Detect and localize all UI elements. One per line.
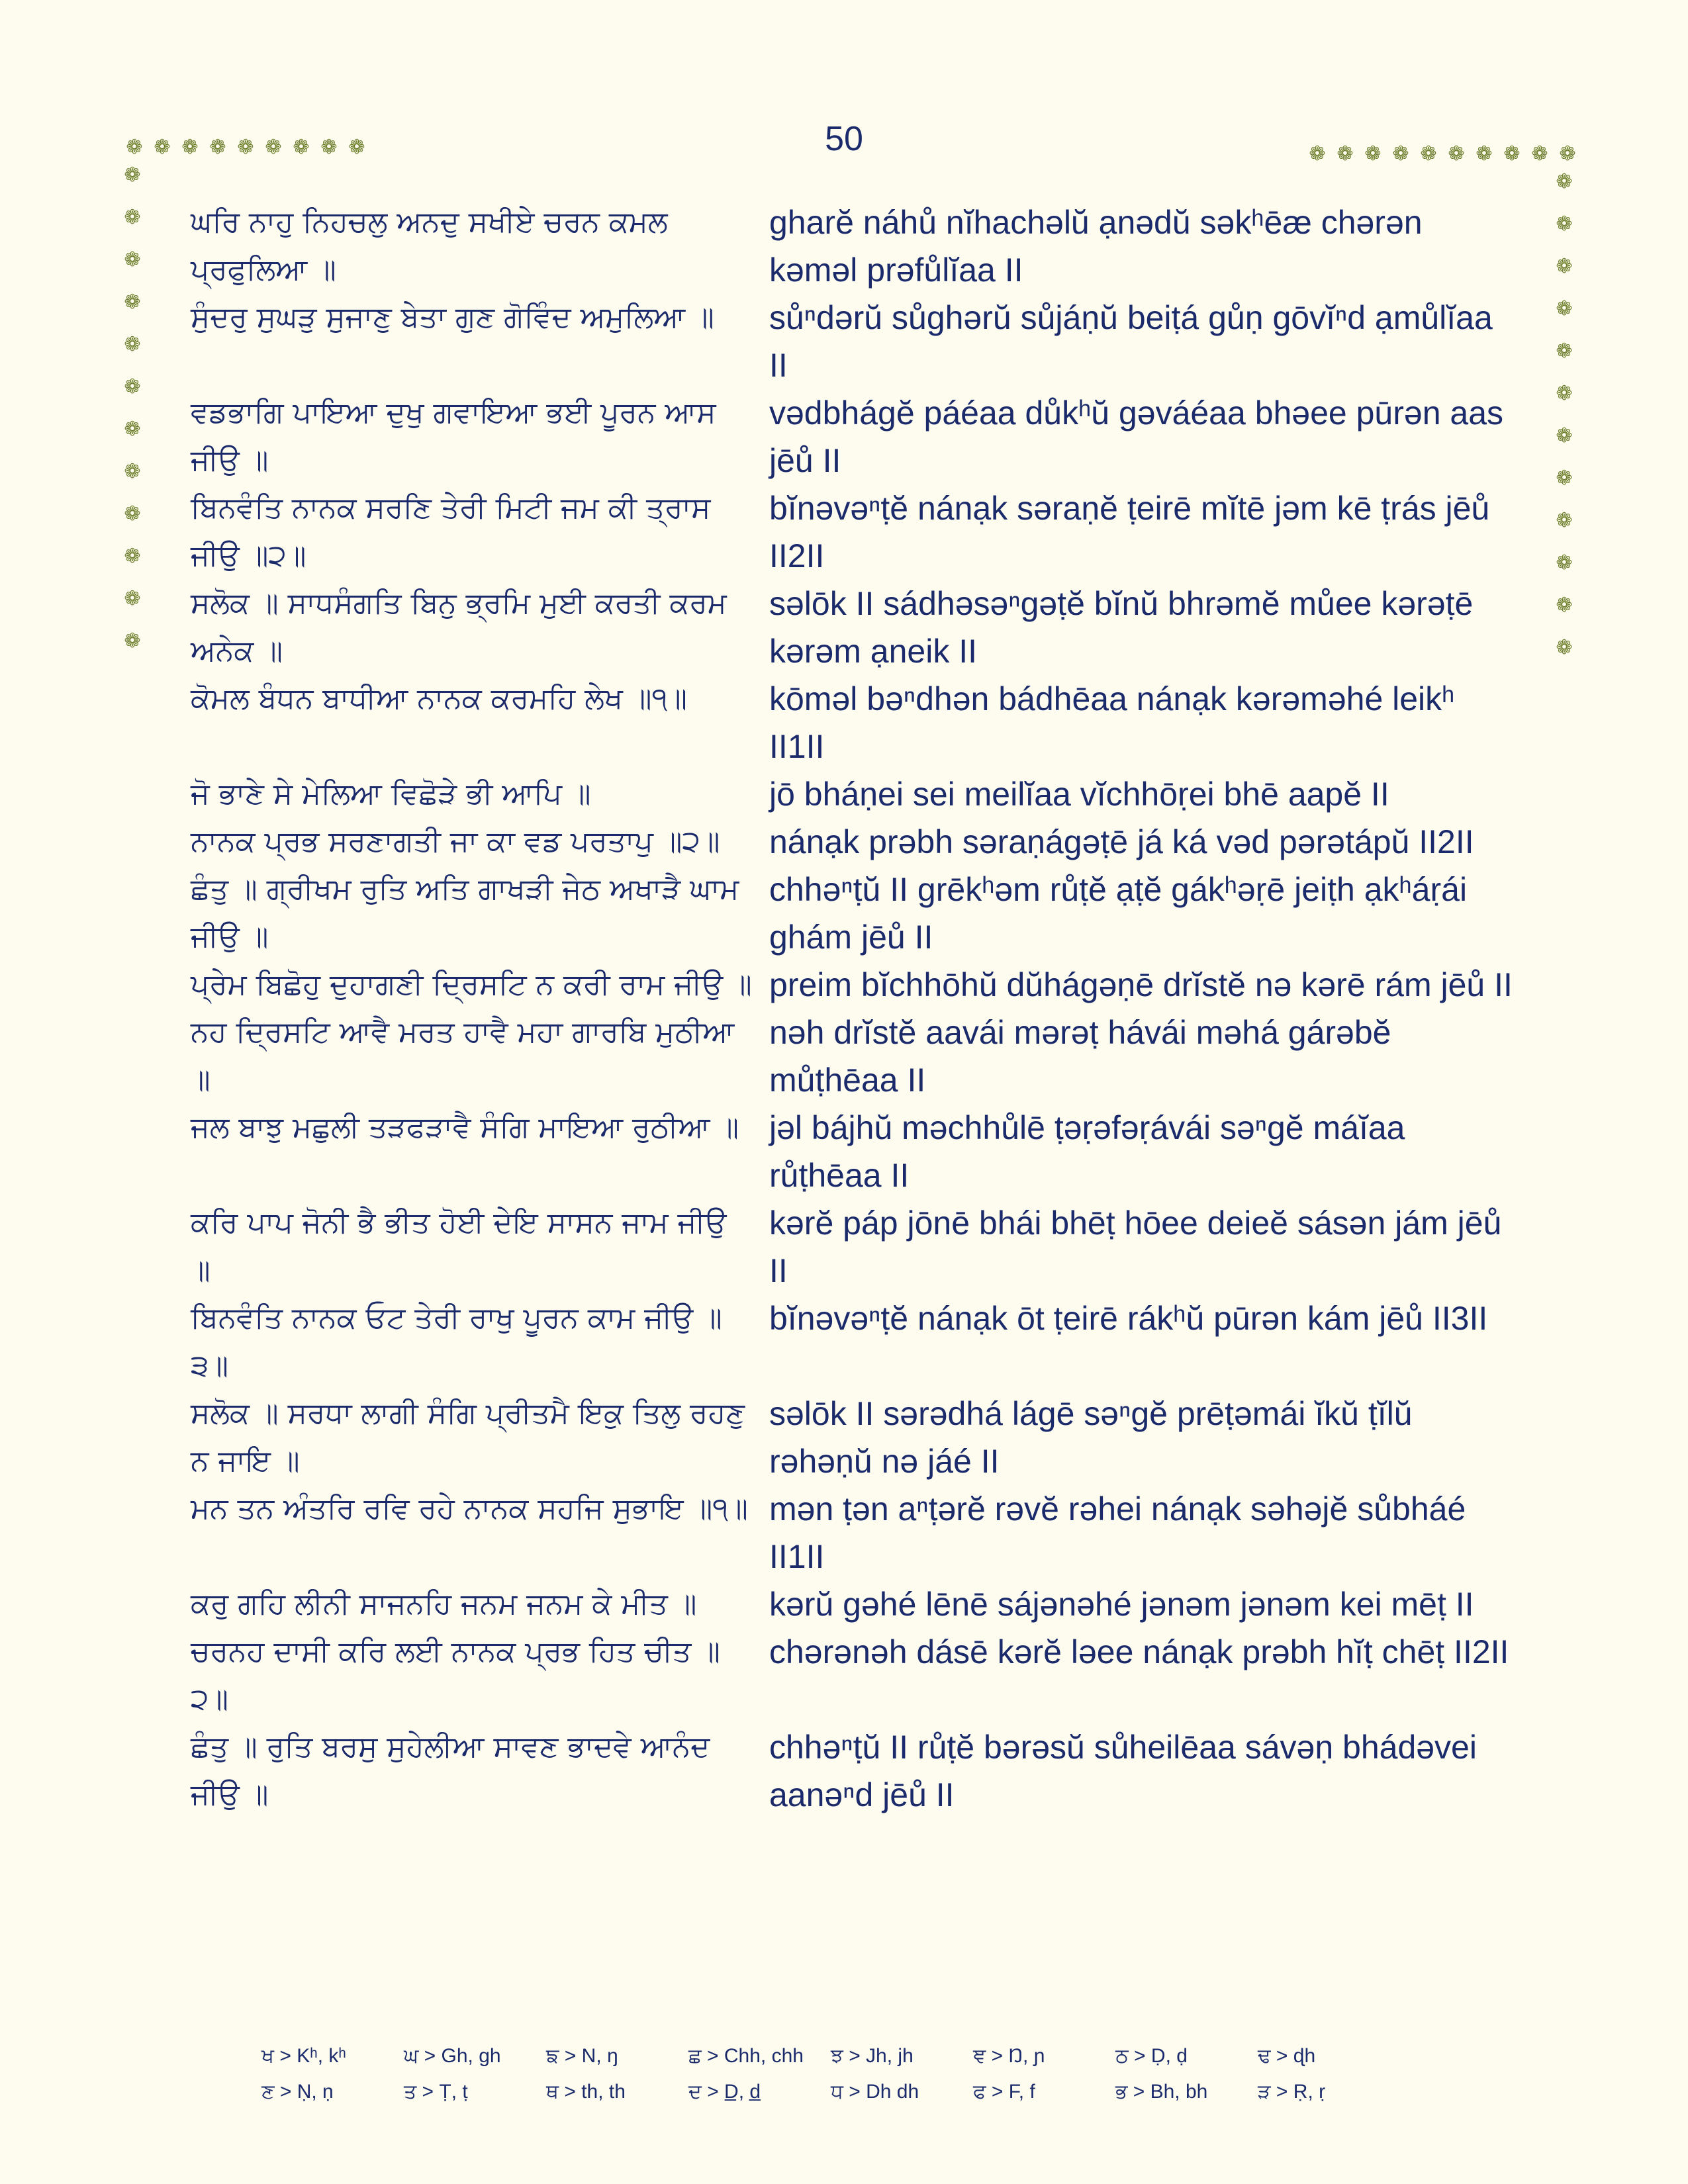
flower-icon: ❁: [209, 136, 226, 159]
verse-row: [191, 1295, 1515, 1390]
flower-icon: ❁: [1336, 142, 1354, 165]
verse-row: [191, 199, 1515, 294]
gurmukhi-text: ਕੋਮਲ ਬੰਧਨ ਬਾਧੀਆ ਨਾਨਕ ਕਰਮਹਿ ਲੇਖ ॥੧॥: [191, 682, 688, 715]
gurmukhi-text: ਜੋ ਭਾਣੇ ਸੇ ਮੇਲਿਆ ਵਿਛੋੜੇ ਭੀ ਆਪਿ ॥: [191, 777, 591, 811]
legend-item: ਦ > D̲, d̲: [688, 2081, 761, 2103]
transliteration-text: chhəⁿṭŭ II grēkʰəm růṭĕ ạṭĕ gákʰəṛē jeiṭh ạkʰáṛái ghám jēů II: [769, 871, 1468, 956]
flower-icon: ❁: [1392, 142, 1409, 165]
flower-icon: ❁: [1556, 170, 1573, 193]
gurmukhi-text: ਨਾਨਕ ਪ੍ਰਭ ਸਰਣਾਗਤੀ ਜਾ ਕਾ ਵਡ ਪਰਤਾਪੁ ॥੨॥: [191, 825, 720, 858]
gurmukhi-text: ਕਰੁ ਗਹਿ ਲੀਨੀ ਸਾਜਨਹਿ ਜਨਮ ਜਨਮ ਕੇ ਮੀਤ ॥: [191, 1587, 697, 1621]
transliteration-text: bĭnəvəⁿṭĕ nánạk səraṇĕ ṭeirē mĭtē jəm kē ṭrás jēů II2II: [769, 490, 1490, 574]
transliteration-text: kərĕ páp jōnē bhái bhēṭ hōee deieĕ sásən jám jēů II: [769, 1205, 1502, 1289]
verse-row: [191, 580, 1515, 675]
transliteration-text: jō bháṇei sei meilĭaa vĭchhōṛei bhē aapĕ II: [769, 776, 1389, 813]
flower-icon: ❁: [320, 136, 338, 159]
legend-item: ਣ > Ṇ, ṇ: [261, 2081, 334, 2103]
flower-icon: ❁: [1556, 212, 1573, 236]
flower-icon: ❁: [1531, 142, 1548, 165]
transliteration-text: jəl bájhŭ məchhůlē ṭəṛəfəṛávái səⁿgĕ máĭaa růṭhēaa II: [769, 1109, 1405, 1194]
flower-icon: ❁: [348, 136, 365, 159]
flower-icon: ❁: [124, 629, 141, 653]
flower-icon: ❁: [124, 248, 141, 271]
transliteration-text: preim bĭchhōhŭ dŭhágəṇē drĭstĕ nə kərē rám jēů II: [769, 966, 1513, 1003]
gurmukhi-text: ਸੁੰਦਰੁ ਸੁਘੜੁ ਸੁਜਾਣੁ ਬੇਤਾ ਗੁਣ ਗੋਵਿੰਦ ਅਮੁਲਿਆ ॥: [191, 300, 714, 334]
flower-icon: ❁: [124, 163, 141, 187]
verse-row: [191, 1628, 1515, 1723]
legend-item: ਘ > Gh, gh: [404, 2045, 501, 2067]
verse-row: [191, 961, 1515, 1009]
verse-row: [191, 866, 1515, 961]
transliteration-text: nánạk prəbh səraṇágəṭē já ká vəd pərətápŭ II2II: [769, 823, 1474, 860]
flower-icon: ❁: [124, 545, 141, 568]
legend-item: ਛ > Chh, chh: [688, 2045, 804, 2067]
legend-row: [261, 2074, 1453, 2110]
transliteration-text: chərənəh dásē kərĕ ləee nánạk prəbh hĭṭ chēṭ II2II: [769, 1633, 1509, 1670]
flower-icon: ❁: [1556, 297, 1573, 320]
transliteration-text: chhəⁿṭŭ II růṭĕ bərəsŭ sůheilēaa sávəṇ bhádəvei aanəⁿd jēů II: [769, 1729, 1477, 1813]
flower-icon: ❁: [124, 418, 141, 441]
flower-icon: ❁: [293, 136, 310, 159]
gurmukhi-text: ਸਲੋਕ ॥ ਸਰਧਾ ਲਾਗੀ ਸੰਗਿ ਪ੍ਰੀਤਮੈ ਇਕੁ ਤਿਲੁ ਰਹਣੁ ਨ ਜਾਇ ॥: [191, 1396, 745, 1478]
flower-icon: ❁: [124, 502, 141, 525]
flower-icon: ❁: [1556, 594, 1573, 617]
flower-icon: ❁: [1556, 340, 1573, 363]
transliteration-text: səlōk II sádhəsəⁿgəṭĕ bĭnŭ bhrəmĕ můee kərəṭē kərəm ạneik II: [769, 585, 1474, 670]
verse-row: [191, 818, 1515, 866]
flower-icon: ❁: [1556, 255, 1573, 278]
flower-icon: ❁: [124, 375, 141, 398]
gurmukhi-text: ਛੰਤੁ ॥ ਗ੍ਰੀਖਮ ਰੁਤਿ ਅਤਿ ਗਾਖੜੀ ਜੇਠ ਅਖਾੜੈ ਘਾਮ ਜੀਉ ॥: [191, 872, 739, 954]
flower-icon: ❁: [1556, 636, 1573, 659]
flower-icon: ❁: [1503, 142, 1521, 165]
flower-icon: ❁: [124, 206, 141, 229]
flower-icon: ❁: [124, 291, 141, 314]
gurmukhi-text: ਪ੍ਰੇਮ ਬਿਛੋਹੁ ਦੁਹਾਗਣੀ ਦ੍ਰਿਸਟਿ ਨ ਕਰੀ ਰਾਮ ਜੀਉ ॥: [191, 968, 752, 1001]
flower-icon: ❁: [1448, 142, 1465, 165]
verse-row: [191, 294, 1515, 389]
transliteration-text: sůⁿdərŭ sůghərŭ sůjáṇŭ beiṭá gůṇ gōvĭⁿd ạmůlĭaa II: [769, 299, 1493, 384]
gurmukhi-text: ਨਹ ਦ੍ਰਿਸਟਿ ਆਵੈ ਮਰਤ ਹਾਵੈ ਮਹਾ ਗਾਰਬਿ ਮੁਠੀਆ ॥: [191, 1015, 735, 1097]
verse-row: [191, 484, 1515, 580]
gurmukhi-text: ਕਰਿ ਪਾਪ ਜੋਨੀ ਭੈ ਭੀਤ ਹੋਈ ਦੇਇ ਸਾਸਨ ਜਾਮ ਜੀਉ ॥: [191, 1206, 727, 1287]
flower-icon: ❁: [1364, 142, 1382, 165]
flower-icon: ❁: [124, 587, 141, 610]
verse-table: [191, 199, 1515, 1819]
transliteration-text: bĭnəvəⁿṭĕ nánạk ōt ṭeirē rákʰŭ pūrən kám jēů II3II: [769, 1300, 1488, 1337]
gurmukhi-text: ਬਿਨਵੰਤਿ ਨਾਨਕ ਓਟ ਤੇਰੀ ਰਾਖੁ ਪੂਰਨ ਕਾਮ ਜੀਉ ॥੩॥: [191, 1301, 722, 1383]
verse-row: [191, 1104, 1515, 1199]
verse-row: [191, 1485, 1515, 1580]
gurmukhi-text: ਵਡਭਾਗਿ ਪਾਇਆ ਦੁਖੁ ਗਵਾਇਆ ਭਈ ਪੂਰਨ ਆਸ ਜੀਉ ॥: [191, 396, 716, 477]
legend-item: ਠ > Ḍ, ḍ: [1115, 2045, 1188, 2067]
flower-icon: ❁: [1556, 467, 1573, 490]
legend-item: ਤ > Ṭ, ṭ: [404, 2081, 468, 2103]
legend-item: ਙ > N, ŋ: [546, 2045, 618, 2067]
flower-icon: ❁: [1420, 142, 1437, 165]
flower-icon: ❁: [1556, 551, 1573, 574]
flower-icon: ❁: [124, 333, 141, 356]
legend-item: ਞ > Ŋ, ɲ: [973, 2045, 1045, 2067]
gurmukhi-text: ਜਲ ਬਾਝੁ ਮਛੁਲੀ ਤੜਫੜਾਵੈ ਸੰਗਿ ਮਾਇਆ ਰੁਠੀਆ ॥: [191, 1111, 739, 1144]
verse-row: [191, 1723, 1515, 1819]
flower-icon: ❁: [126, 136, 143, 159]
flower-icon: ❁: [1559, 142, 1576, 165]
transliteration-text: kōməl bəⁿdhən bádhēaa nánạk kərəməhé leikʰ II1II: [769, 680, 1455, 765]
verse-row: [191, 675, 1515, 770]
legend-item: ਝ > Jh, jh: [831, 2045, 914, 2067]
legend-item: ਖ > Kʰ, kʰ: [261, 2045, 346, 2067]
legend-item: ਫ > F, f: [973, 2081, 1035, 2103]
verse-row: [191, 389, 1515, 484]
legend-item: ਥ > th, th: [546, 2081, 626, 2103]
verse-row: [191, 1580, 1515, 1628]
legend-item: ਭ > Bh, bh: [1115, 2081, 1208, 2103]
transliteration-text: mən ṭən aⁿṭərĕ rəvĕ rəhei nánạk səhəjĕ sůbháé II1II: [769, 1490, 1466, 1575]
gurmukhi-text: ਘਰਿ ਨਾਹੁ ਨਿਹਚਲੁ ਅਨਦੁ ਸਖੀਏ ਚਰਨ ਕਮਲ ਪ੍ਰਫੁਲਿਆ ॥: [191, 205, 668, 287]
flower-icon: ❁: [1556, 424, 1573, 447]
transliteration-text: səlōk II sərədhá lágē səⁿgĕ prēṭəmái ĭkŭ ṭĭlŭ rəhəṇŭ nə jáé II: [769, 1395, 1413, 1480]
flower-icon: ❁: [1309, 142, 1326, 165]
transliteration-legend: [261, 2038, 1453, 2110]
verse-row: [191, 1390, 1515, 1485]
transliteration-text: gharĕ náhů nĭhachəlŭ ạnədŭ səkʰēæ chərən kəməl prəfůlĭaa II: [769, 204, 1423, 289]
transliteration-text: nəh drĭstĕ aavái mərəṭ hávái məhá gárəbĕ můṭhēaa II: [769, 1014, 1391, 1099]
verse-row: [191, 770, 1515, 818]
legend-item: ਧ > Dh dh: [831, 2081, 919, 2103]
gurmukhi-text: ਚਰਨਹ ਦਾਸੀ ਕਰਿ ਲਈ ਨਾਨਕ ਪ੍ਰਭ ਹਿਤ ਚੀਤ ॥੨॥: [191, 1635, 720, 1716]
verse-row: [191, 1199, 1515, 1295]
flower-icon: ❁: [154, 136, 171, 159]
gurmukhi-text: ਮਨ ਤਨ ਅੰਤਰਿ ਰਵਿ ਰਹੇ ਨਾਨਕ ਸਹਜਿ ਸੁਭਾਇ ॥੧॥: [191, 1492, 748, 1525]
gurmukhi-text: ਸਲੋਕ ॥ ਸਾਧਸੰਗਤਿ ਬਿਨੁ ਭ੍ਰਮਿ ਮੁਈ ਕਰਤੀ ਕਰਮ ਅਨੇਕ ॥: [191, 586, 727, 668]
transliteration-text: vədbhágĕ páéaa důkʰŭ gəváéaa bhəee pūrən aas jēů II: [769, 394, 1504, 479]
flower-icon: ❁: [265, 136, 282, 159]
flower-icon: ❁: [1556, 509, 1573, 532]
flower-icon: ❁: [1556, 382, 1573, 405]
flower-icon: ❁: [237, 136, 254, 159]
legend-item: ਢ > ɖh: [1258, 2045, 1316, 2067]
legend-item: ੜ > Ṛ, ṛ: [1258, 2081, 1326, 2103]
flower-icon: ❁: [1476, 142, 1493, 165]
verse-row: [191, 1009, 1515, 1104]
page-number: 50: [825, 120, 863, 158]
flower-icon: ❁: [124, 460, 141, 483]
legend-row: [261, 2038, 1453, 2074]
transliteration-text: kərŭ gəhé lēnē sájənəhé jənəm jənəm kei mēṭ II: [769, 1586, 1474, 1623]
flower-icon: ❁: [181, 136, 199, 159]
gurmukhi-text: ਬਿਨਵੰਤਿ ਨਾਨਕ ਸਰਣਿ ਤੇਰੀ ਮਿਟੀ ਜਮ ਕੀ ਤ੍ਰਾਸ ਜੀਉ ॥੨॥: [191, 491, 711, 572]
gurmukhi-text: ਛੰਤੁ ॥ ਰੁਤਿ ਬਰਸੁ ਸੁਹੇਲੀਆ ਸਾਵਣ ਭਾਦਵੇ ਆਨੰਦ ਜੀਉ ॥: [191, 1730, 710, 1811]
